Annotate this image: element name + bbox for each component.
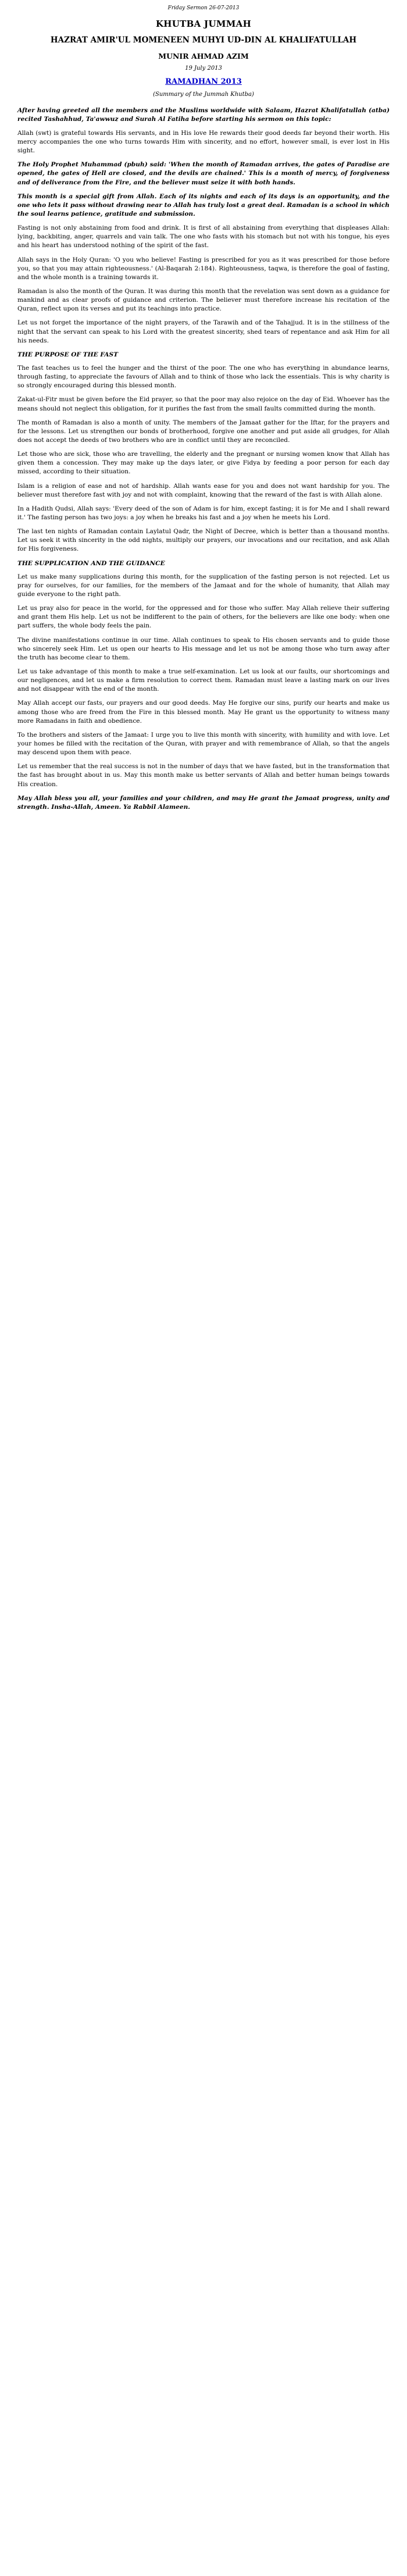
document-subtitle: HAZRAT AMIR'UL MOMENEEN MUHYI UD-DIN AL KHALIFATULLAH	[50, 35, 357, 45]
summary-note: (Summary of the Jummah Khutba)	[153, 91, 254, 98]
paragraph: The divine manifestations continue in our time. Allah continues to speak to His chosen servants and to guide those who sincerely seek Him. Let us open our hearts to His message and let us not be among those who turn away after the truth has become clear to them.	[17, 636, 390, 661]
paragraph: Let us pray also for peace in the world, for the oppressed and for those who suffer. May Allah relieve their suffering and grant them His help. Let us not be indifferent to the pain of others, for the believers are like one body: when one part suffers, the whole body feels the pain.	[17, 605, 390, 630]
paragraph: Fasting is not only abstaining from food and drink. It is first of all abstaining from everything that displeases Allah: lying, backbiting, anger, quarrels and vain talk. The one who fasts with his stomach but not with his tongue, his eyes and his heart has understood nothing of the spirit of the fast.	[17, 224, 390, 249]
paragraph: Allah says in the Holy Quran: 'O you who believe! Fasting is prescribed for you as it was prescribed for those before you, so that you may attain righteousness.' (Al-Baqarah 2:184). Righteousness, taqwa, is therefore the goal of fasting, and the whole month is a training towards it.	[17, 256, 390, 281]
paragraph: Let us make many supplications during this month, for the supplication of the fasting person is not rejected. Let us pray for ourselves, for our families, for the members of the Jamaat and for the whole of humanity, that Allah may guide everyone to the right path.	[17, 573, 390, 598]
paragraph: Let those who are sick, those who are travelling, the elderly and the pregnant or nursing women know that Allah has given them a concession. They may make up the days later, or give Fidya by feeding a poor person for each day missed, according to their situation.	[17, 451, 390, 476]
paragraph: Let us take advantage of this month to make a true self-examination. Let us look at our faults, our shortcomings and our negligences, and let us make a firm resolution to correct them. Ramadan must leave a lasting mark on our lives and not disappear with the end of the month.	[17, 668, 390, 693]
paragraph: The last ten nights of Ramadan contain Laylatul Qadr, the Night of Decree, which is better than a thousand months. Let us seek it with sincerity in the odd nights, multiply our prayers, our invocations and our recitation, and ask Allah for His forgiveness.	[17, 528, 390, 553]
paragraph: The month of Ramadan is also a month of unity. The members of the Jamaat gather for the Iftar, for the prayers and for the lessons. Let us strengthen our bonds of brotherhood, forgive one another and put aside all grudges, for Allah does not accept the deeds of two brothers who are in conflict until they are reconciled.	[17, 419, 390, 444]
paragraph: After having greeted all the members and the Muslims worldwide with Salaam, Hazrat Khalifatullah (atba) recited Tashahhud, Ta'awwuz and Surah Al Fatiha before starting his sermon on this topic:	[17, 106, 390, 123]
paragraph: Let us not forget the importance of the night prayers, of the Tarawih and of the Tahajjud. It is in the stillness of the night that the servant can speak to his Lord with the greatest sincerity, shed tears of repentance and ask Him for all his needs.	[17, 319, 390, 344]
sermon-date: 19 July 2013	[185, 65, 222, 72]
paragraph: The fast teaches us to feel the hunger and the thirst of the poor. The one who has everything in abundance learns, through fasting, to appreciate the favours of Allah and to think of those who lack the essentials. This is why charity is so strongly encouraged during this blessed month.	[17, 365, 390, 390]
document-reference: Friday Sermon 26-07-2013	[167, 5, 240, 11]
paragraph: Zakat-ul-Fitr must be given before the Eid prayer, so that the poor may also rejoice on the day of Eid. Whoever has the means should not neglect this obligation, for it purifies the fast from the small faults committed during the month.	[17, 396, 390, 412]
section-heading: THE SUPPLICATION AND THE GUIDANCE	[17, 559, 165, 567]
paragraph: This month is a special gift from Allah. Each of its nights and each of its days is an opportunity, and the one who lets it pass without drawing near to Allah has truly lost a great deal. Ramadan is a school in which the soul learns patience, gratitude and submission.	[17, 192, 390, 218]
closing-paragraph: May Allah bless you all, your families and your children, and may He grant the Jamaat progress, unity and strength. Insha-Allah, Ameen. Ya Rabbil Alameen.	[17, 794, 390, 811]
paragraph: Islam is a religion of ease and not of hardship. Allah wants ease for you and does not want hardship for you. The believer must therefore fast with joy and not with complaint, knowing that the reward of the fast is with Allah alone.	[17, 482, 390, 498]
document-title: KHUTBA JUMMAH	[155, 18, 252, 29]
paragraph: Ramadan is also the month of the Quran. It was during this month that the revelation was sent down as a guidance for mankind and as clear proofs of guidance and criterion. The believer must therefore increase his recitation of the Quran, reflect upon its verses and put its teachings into practice.	[17, 288, 390, 313]
paragraph: Let us remember that the real success is not in the number of days that we have fasted, but in the transformation that the fast has brought about in us. May this month make us better servants of Allah and better human beings towards His creation.	[17, 763, 390, 788]
sermon-page	[17, 0, 390, 829]
section-title: RAMADHAN 2013	[165, 77, 242, 86]
author-name: MUNIR AHMAD AZIM	[158, 51, 249, 60]
paragraph: May Allah accept our fasts, our prayers and our good deeds. May He forgive our sins, purify our hearts and make us among those who are freed from the Fire in this blessed month. May He grant us the opportunity to witness many more Ramadans in faith and obedience.	[17, 700, 390, 725]
paragraph: The Holy Prophet Muhammad (pbuh) said: 'When the month of Ramadan arrives, the gates of Paradise are opened, the gates of Hell are closed, and the devils are chained.' This is a month of mercy, of forgiveness and of deliverance from the Fire, and the believer must seize it with both hands.	[17, 161, 390, 186]
paragraph: Allah (swt) is grateful towards His servants, and in His love He rewards their good deeds far beyond their worth. His mercy accompanies the one who turns towards Him with sincerity, and no effort, however small, is ever lost in His sight.	[17, 129, 390, 155]
section-heading: THE PURPOSE OF THE FAST	[17, 351, 119, 358]
paragraph: To the brothers and sisters of the Jamaat: I urge you to live this month with sincerity, with humility and with love. Let your homes be filled with the recitation of the Quran, with prayer and with remembrance of Allah, so that the angels may descend upon them with peace.	[17, 731, 390, 757]
paragraph: In a Hadith Qudsi, Allah says: 'Every deed of the son of Adam is for him, except fasting; it is for Me and I shall reward it.' The fasting person has two joys: a joy when he breaks his fast and a joy when he meets his Lord.	[17, 505, 390, 521]
